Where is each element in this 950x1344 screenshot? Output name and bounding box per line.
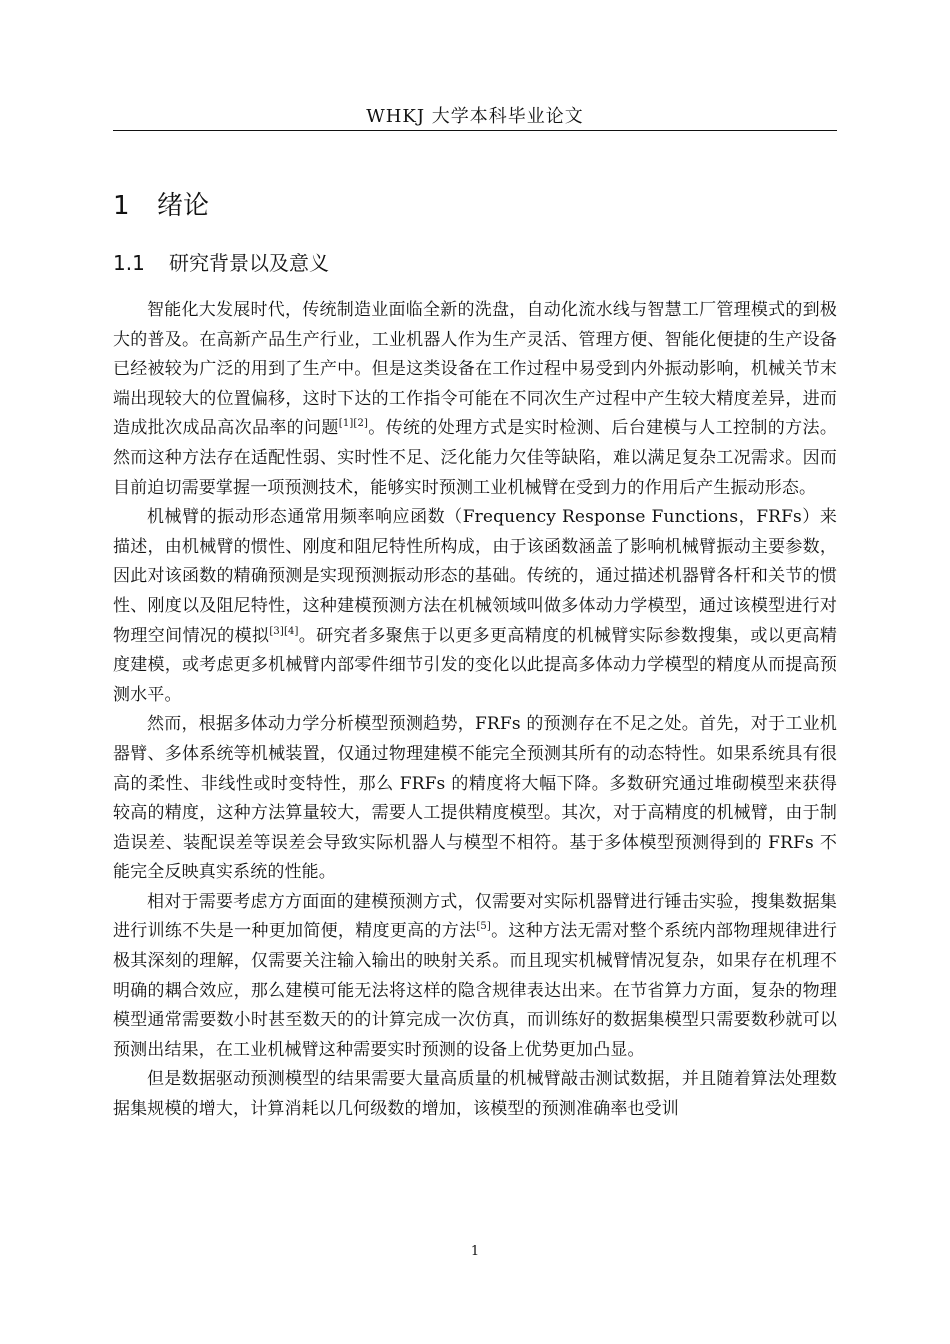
section-heading	[113, 247, 329, 279]
section-title: 研究背景以及意义	[169, 251, 329, 275]
paragraph-text: 机械臂的振动形态通常用频率响应函数（Frequency Response Functions，FRFs）来描述，由机械臂的惯性、刚度和阻尼特性所构成，由于该函数涵盖了影响机械臂振动主要参数，因此对该函数的精确预测是实现预测振动形态的基础。传统的，通过描述机器臂各杆和关节的惯性、刚度以及阻尼特性，这种建模预测方法在机械领域叫做多体动力学模型，通过该模型进行对物理空间情况的模拟	[113, 507, 837, 646]
header-rule	[113, 130, 837, 131]
citation-ref-1-2: [1][2]	[338, 418, 369, 430]
citation-ref-5: [5]	[476, 921, 491, 933]
paragraph-text: 但是数据驱动预测模型的结果需要大量高质量的机械臂敲击测试数据，并且随着算法处理数据集规模的增大，计算消耗以几何级数的增加，该模型的预测准确率也受训	[113, 1069, 837, 1120]
chapter-heading	[113, 186, 209, 226]
paragraph-text: 。研究者多聚焦于以更多更高精度的机械臂实际参数搜集，或以更高精度建模，或考虑更多机械臂内部零件细节引发的变化以此提高多体动力学模型的精度从而提高预测水平。	[113, 625, 837, 705]
paragraph-2	[113, 503, 837, 710]
chapter-title: 绪论	[157, 191, 210, 221]
citation-ref-3-4: [3][4]	[269, 625, 299, 637]
paragraph-1	[113, 296, 837, 503]
paragraph-4	[113, 888, 837, 1066]
paragraph-text: 相对于需要考虑方方面面的建模预测方式，仅需要对实际机器臂进行锤击实验，搜集数据集进行训练不失是一种更加简便，精度更高的方法	[113, 891, 837, 942]
body-text	[113, 296, 837, 1125]
paragraph-5	[113, 1065, 837, 1124]
paragraph-text: 智能化大发展时代，传统制造业面临全新的洗盘，自动化流水线与智慧工厂管理模式的到极大的普及。在高新产品生产行业，工业机器人作为生产灵活、管理方便、智能化便捷的生产设备已经被较为广泛的用到了生产中。但是这类设备在工作过程中易受到内外振动影响，机械关节末端出现较大的位置偏移，这时下达的工作指令可能在不同次生产过程中产生较大精度差异，进而造成批次成品高次品率的问题	[113, 300, 837, 439]
section-number: 1.1	[113, 251, 145, 275]
paragraph-text: 。传统的处理方式是实时检测、后台建模与人工控制的方法。然而这种方法存在适配性弱、实时性不足、泛化能力欠佳等缺陷，难以满足复杂工况需求。因而目前迫切需要掌握一项预测技术，能够实时预测工业机械臂在受到力的作用后产生振动形态。	[113, 418, 837, 498]
page-number: 1	[470, 1244, 480, 1259]
running-header: WHKJ 大学本科毕业论文	[366, 106, 584, 127]
chapter-number: 1	[113, 191, 130, 221]
paragraph-text: 然而，根据多体动力学分析模型预测趋势，FRFs 的预测存在不足之处。首先，对于工业机器臂、多体系统等机械装置，仅通过物理建模不能完全预测其所有的动态特性。如果系统具有很高的柔性、非线性或时变特性，那么 FRFs 的精度将大幅下降。多数研究通过堆砌模型来获得较高的精度，这种方法算量较大，需要人工提供精度模型。其次，对于高精度的机械臂，由于制造误差、装配误差等误差会导致实际机器人与模型不相符。基于多体模型预测得到的 FRFs 不能完全反映真实系统的性能。	[113, 714, 837, 883]
paragraph-3	[113, 710, 837, 888]
paragraph-text: 。这种方法无需对整个系统内部物理规律进行极其深刻的理解，仅需要关注输入输出的映射关系。而且现实机械臂情况复杂，如果存在机理不明确的耦合效应，那么建模可能无法将这样的隐含规律表达出来。在节省算力方面，复杂的物理模型通常需要数小时甚至数天的的计算完成一次仿真，而训练好的数据集模型只需要数秒就可以预测出结果，在工业机械臂这种需要实时预测的设备上优势更加凸显。	[113, 921, 838, 1060]
